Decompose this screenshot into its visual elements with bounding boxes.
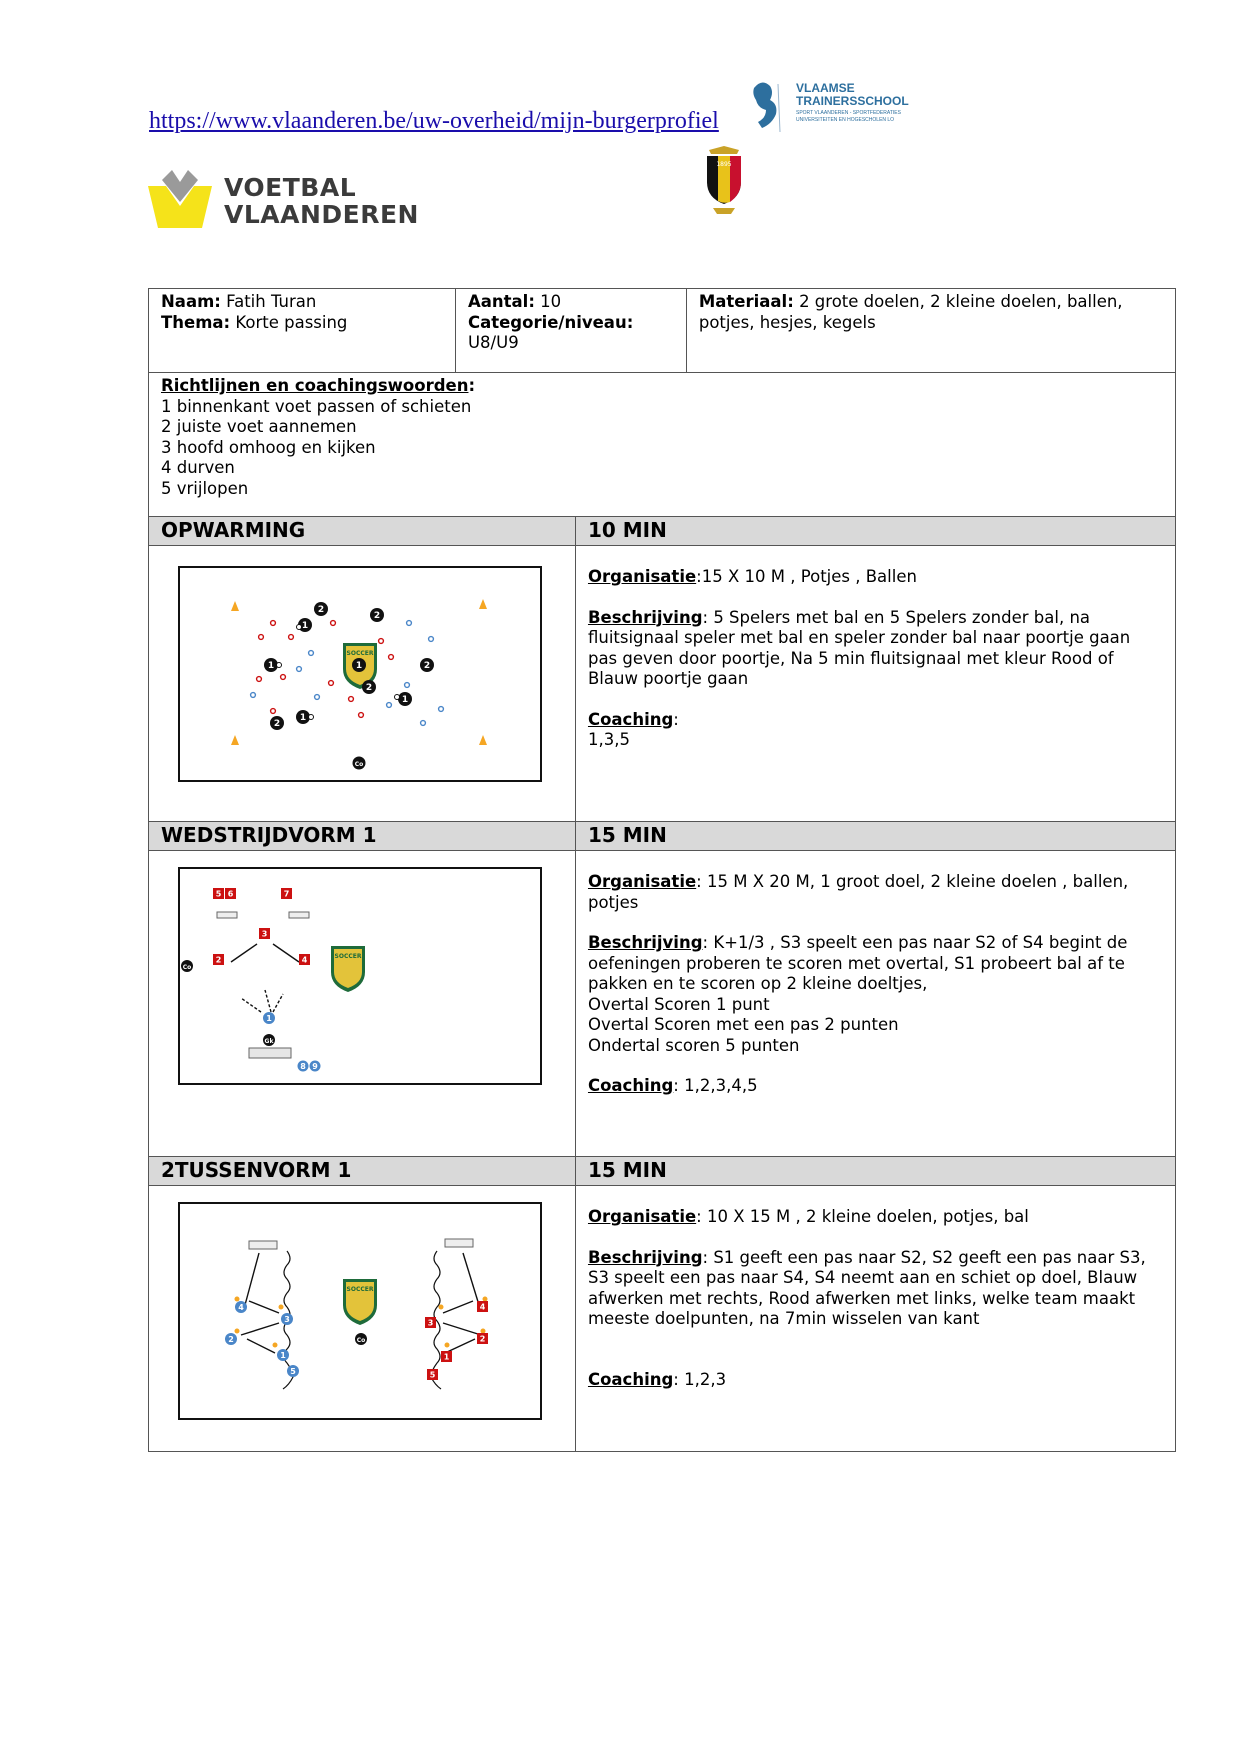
- belgian-fa-crest: [701, 146, 747, 216]
- player: [352, 658, 366, 672]
- player: [314, 602, 328, 616]
- section-header-wedstrijdvorm: [149, 822, 1176, 851]
- coaching-values: 1,3,5: [587, 730, 630, 749]
- section-title: WEDSTRIJDVORM 1: [149, 822, 576, 851]
- organisatie-label: Organisatie: [587, 567, 697, 586]
- svg-text:4: 4: [479, 1302, 486, 1312]
- beschrijving-text: : 5 Spelers met bal en 5 Spelers zonder bal, na fluitsignaal speler met bal en speler zonder bal naar poortje gaan pas geven door poortje, Na 5 min fluitsignaal met kleur Rood of Blauw poortje gaan: [587, 607, 1131, 688]
- coaching-text: : 1,2,3: [673, 1369, 727, 1389]
- svg-text:4: 4: [238, 1303, 244, 1312]
- player: [420, 658, 434, 672]
- beschrijving-label: Beschrijving: [587, 933, 703, 952]
- svg-text:9: 9: [312, 1062, 318, 1071]
- opwarming-diagram-cell: [149, 546, 576, 822]
- organisatie-text: :15 X 10 M , Potjes , Ballen: [696, 567, 917, 586]
- player: [270, 716, 284, 730]
- scoring-rule: Overtal Scoren met een pas 2 punten: [587, 1015, 899, 1034]
- svg-text:2: 2: [365, 683, 373, 693]
- svg-text:Co: Co: [356, 1337, 366, 1344]
- player: [398, 692, 412, 706]
- svg-text:2: 2: [228, 1335, 234, 1344]
- section-duration: 10 MIN: [575, 517, 1175, 546]
- svg-text:3: 3: [261, 929, 268, 939]
- naam-thema-cell: [149, 289, 456, 373]
- player: [362, 680, 376, 694]
- aantal-value: 10: [540, 292, 562, 311]
- richtlijn-item: 2 juiste voet aannemen: [161, 417, 357, 436]
- svg-text:2: 2: [423, 661, 431, 671]
- scoring-rule: Ondertal scoren 5 punten: [587, 1035, 800, 1055]
- vv-emblem-icon: [148, 170, 212, 230]
- materiaal-label: Materiaal:: [698, 292, 794, 311]
- crest-icon: [701, 146, 747, 216]
- richtlijn-item: 4 durven: [161, 458, 235, 477]
- vts-subtitle: SPORT VLAANDEREN - SPORTFEDERATIES UNIVERSITEITEN EN HOGESCHOLEN LO: [796, 110, 901, 123]
- big-goal: [249, 1048, 291, 1058]
- section-title: OPWARMING: [149, 517, 576, 546]
- svg-text:5: 5: [290, 1367, 296, 1376]
- section-title: 2TUSSENVORM 1: [149, 1157, 576, 1186]
- svg-text:1: 1: [280, 1351, 286, 1360]
- opwarming-diagram: [161, 549, 561, 789]
- beschrijving-text: : K+1/3 , S3 speelt een pas naar S2 of S4 begint de oefeningen proberen te scoren met overtal, S1 probeert bal af te pakken en te scoren op 2 kleine doeltjes,: [587, 933, 1128, 993]
- svg-text:SOCCER: SOCCER: [346, 1286, 374, 1293]
- opwarming-description: [575, 546, 1175, 822]
- svg-text:1: 1: [355, 661, 363, 671]
- voetbal-vlaanderen-logo: [148, 170, 419, 230]
- richtlijnen-title: Richtlijnen en coachingswoorden: [161, 376, 469, 395]
- vv-wordmark: VOETBAL VLAANDEREN: [224, 173, 419, 229]
- organisatie-text: : 10 X 15 M , 2 kleine doelen, potjes, bal: [696, 1207, 1029, 1226]
- player: [264, 658, 278, 672]
- coaching-text: : 1,2,3,4,5: [673, 1076, 758, 1095]
- svg-text:2: 2: [317, 605, 325, 615]
- coaching-label: Coaching: [587, 1369, 674, 1389]
- tussenvorm-diagram-cell: [149, 1186, 576, 1452]
- richtlijn-item: 3 hoofd omhoog en kijken: [161, 437, 376, 457]
- svg-text:Gk: Gk: [264, 1038, 274, 1045]
- svg-text:1: 1: [266, 1014, 272, 1023]
- svg-text:3: 3: [427, 1318, 434, 1328]
- categorie-value: U8/U9: [467, 333, 519, 352]
- thema-label: Thema:: [161, 312, 231, 332]
- svg-text:8: 8: [300, 1062, 306, 1071]
- svg-text:6: 6: [227, 889, 234, 899]
- svg-text:2: 2: [273, 719, 281, 729]
- thema-value: Korte passing: [235, 312, 348, 332]
- beschrijving-text: : S1 geeft een pas naar S2, S2 geeft een pas naar S3, S3 speelt een pas naar S4, S4 neemt aan en schiet op doel, Blauw afwerken met rechts, Rood afwerken met links, welke team maakt meeste doelpunten, na 7min wisselen van kant: [587, 1247, 1146, 1328]
- coaching-text: :: [673, 709, 679, 729]
- richtlijn-item: 1 binnenkant voet passen of schieten: [161, 396, 472, 416]
- coaching-label: Coaching: [587, 1076, 674, 1095]
- wedstrijdvorm-description: [575, 851, 1175, 1157]
- richtlijn-item: 5 vrijlopen: [161, 478, 249, 498]
- wedstrijdvorm-diagram-cell: [149, 851, 576, 1157]
- svg-text:7: 7: [283, 889, 290, 899]
- coaching-label: Coaching: [587, 709, 674, 729]
- crest-year: 1895: [716, 161, 732, 168]
- svg-text:1: 1: [401, 695, 409, 705]
- coach: [353, 757, 366, 770]
- player: [370, 608, 384, 622]
- section-header-tussenvorm: [149, 1157, 1176, 1186]
- materiaal-value: 2 grote doelen, 2 kleine doelen, ballen, potjes, hesjes, kegels: [698, 292, 1123, 332]
- aantal-label: Aantal:: [467, 292, 535, 311]
- materiaal-cell: [686, 289, 1175, 373]
- svg-text:Co: Co: [182, 964, 192, 971]
- svg-text:5: 5: [215, 889, 222, 899]
- svg-text:1: 1: [443, 1352, 450, 1362]
- training-sheet-table: [148, 288, 1176, 1452]
- svg-text:3: 3: [284, 1315, 290, 1324]
- svg-text:4: 4: [301, 955, 308, 965]
- svg-text:1: 1: [299, 713, 307, 723]
- badge-text: SOCCER: [346, 650, 374, 657]
- beschrijving-label: Beschrijving: [587, 1247, 703, 1267]
- naam-label: Naam:: [161, 292, 221, 311]
- svg-text:1: 1: [301, 621, 309, 631]
- vts-title: VLAAMSE TRAINERSSCHOOL: [796, 81, 909, 108]
- svg-text:2: 2: [373, 611, 381, 621]
- categorie-label: Categorie/niveau:: [467, 312, 634, 332]
- svg-text:5: 5: [429, 1370, 436, 1380]
- organisatie-text: : 15 M X 20 M, 1 groot doel, 2 kleine doelen , ballen, potjes: [587, 872, 1129, 912]
- wedstrijdvorm-diagram: [161, 854, 561, 1104]
- lion-icon: [748, 78, 794, 134]
- section-header-opwarming: [149, 517, 1176, 546]
- richtlijnen-cell: Richtlijnen en coachingswoorden: 1 binnenkant voet passen of schieten 2 juiste voet aannemen 3 hoofd omhoog en kijken 4 durven 5 vrijlopen: [149, 373, 1176, 517]
- aantal-categorie-cell: [455, 289, 686, 373]
- svg-text:2: 2: [479, 1334, 486, 1344]
- svg-text:1: 1: [267, 661, 275, 671]
- beschrijving-label: Beschrijving: [587, 607, 703, 627]
- section-duration: 15 MIN: [575, 1157, 1175, 1186]
- player: [296, 710, 310, 724]
- svg-text:SOCCER: SOCCER: [334, 953, 362, 960]
- scoring-rule: Overtal Scoren 1 punt: [587, 994, 770, 1014]
- naam-value: Fatih Turan: [226, 292, 317, 311]
- vlaamse-trainersschool-logo: [748, 78, 928, 134]
- organisatie-label: Organisatie: [587, 872, 697, 891]
- section-duration: 15 MIN: [575, 822, 1175, 851]
- svg-text:2: 2: [215, 955, 222, 965]
- tussenvorm-description: [575, 1186, 1175, 1452]
- svg-text:Co: Co: [354, 761, 364, 768]
- burgerprofiel-link[interactable]: https://www.vlaanderen.be/uw-overheid/mijn-burgerprofiel: [149, 108, 719, 134]
- tussenvorm-diagram: [161, 1189, 561, 1429]
- organisatie-label: Organisatie: [587, 1207, 697, 1226]
